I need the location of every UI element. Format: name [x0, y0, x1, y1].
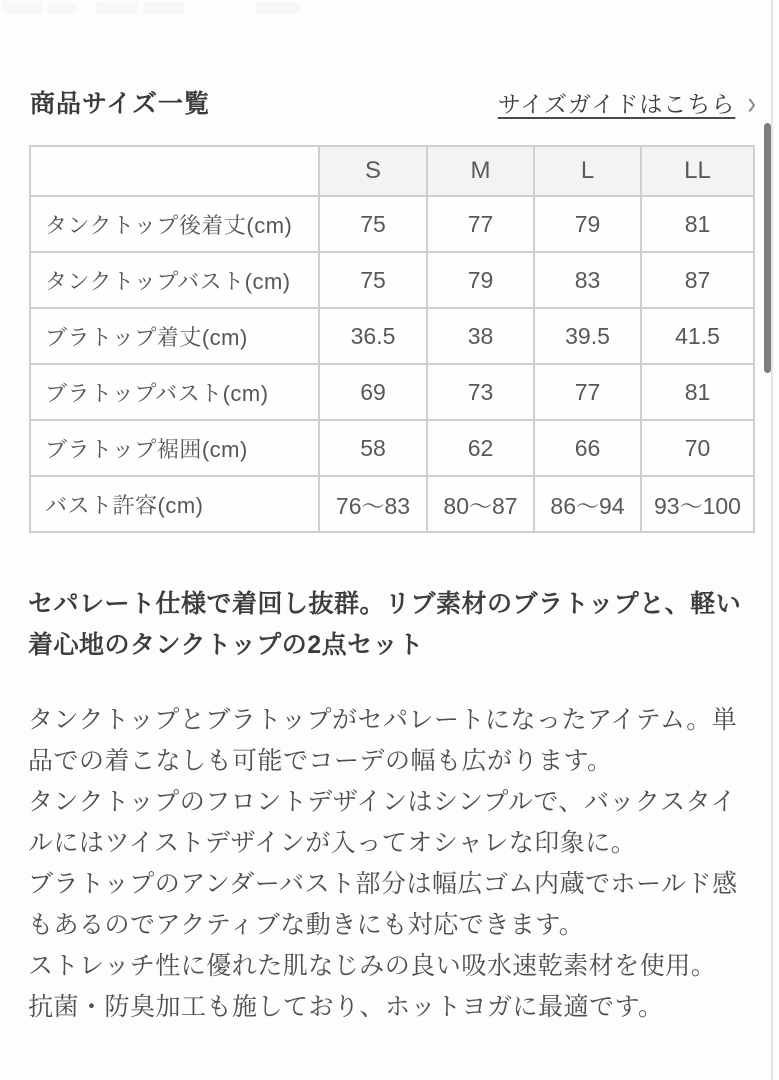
page-title: 商品サイズ一覧: [30, 90, 211, 118]
size-table-body: [30, 196, 754, 532]
top-edge-artifact: [143, 2, 185, 14]
measurement-value: 83: [534, 252, 641, 308]
section-header: [30, 84, 756, 120]
size-table-head: [30, 146, 754, 196]
measurement-value: 39.5: [534, 308, 641, 364]
size-column-header-l: L: [534, 146, 641, 196]
measurement-value: 70: [641, 420, 754, 476]
measurement-value: 86〜94: [534, 476, 641, 532]
measurement-value: 76〜83: [319, 476, 427, 532]
size-table-corner-cell: [30, 146, 319, 196]
table-row: [30, 420, 754, 476]
top-edge-artifact: [255, 2, 300, 14]
table-row: [30, 196, 754, 252]
measurement-value: 77: [427, 196, 534, 252]
measurement-value: 80〜87: [427, 476, 534, 532]
scrollbar-thumb[interactable]: [764, 123, 771, 373]
measurement-value: 75: [319, 252, 427, 308]
measurement-value: 87: [641, 252, 754, 308]
description-paragraph: ブラトップのアンダーバスト部分は幅広ゴム内蔵でホールド感もあるのでアクティブな動きにも対応できます。: [28, 870, 738, 939]
measurement-value: 41.5: [641, 308, 754, 364]
measurement-value: 79: [534, 196, 641, 252]
measurement-value: 73: [427, 364, 534, 420]
description-paragraph: ストレッチ性に優れた肌なじみの良い吸水速乾素材を使用。: [28, 952, 717, 980]
measurement-value: 69: [319, 364, 427, 420]
chevron-right-icon: ›: [747, 83, 756, 121]
measurement-value: 79: [427, 252, 534, 308]
description-paragraph: 抗菌・防臭加工も施しており、ホットヨガに最適です。: [28, 993, 664, 1021]
top-edge-artifact: [96, 1, 138, 14]
measurement-value: 93〜100: [641, 476, 754, 532]
product-description: [28, 700, 756, 1028]
measurement-value: 38: [427, 308, 534, 364]
table-row: [30, 476, 754, 532]
size-table-header-row: [30, 146, 754, 196]
top-edge-artifact: [47, 3, 77, 14]
measurement-label: バスト許容(cm): [30, 476, 319, 532]
size-table: [29, 145, 755, 533]
description-paragraph: タンクトップのフロントデザインはシンプルで、バックスタイルにはツイストデザインが入ってオシャレな印象に。: [28, 788, 737, 857]
measurement-label: タンクトップバスト(cm): [30, 252, 319, 308]
size-guide-link[interactable]: [497, 83, 756, 121]
table-row: [30, 308, 754, 364]
table-row: [30, 364, 754, 420]
measurement-value: 62: [427, 420, 534, 476]
scrollbar-track[interactable]: [771, 0, 773, 1080]
description-paragraph: タンクトップとブラトップがセパレートになったアイテム。単品での着こなしも可能でコーデの幅も広がります。: [28, 706, 738, 775]
top-edge-artifact: [3, 1, 43, 14]
size-column-header-m: M: [427, 146, 534, 196]
measurement-value: 81: [641, 196, 754, 252]
measurement-label: ブラトップ着丈(cm): [30, 308, 319, 364]
size-column-header-ll: LL: [641, 146, 754, 196]
measurement-label: タンクトップ後着丈(cm): [30, 196, 319, 252]
product-headline: セパレート仕様で着回し抜群。リブ素材のブラトップと、軽い着心地のタンクトップの2点セット: [28, 590, 742, 659]
measurement-label: ブラトップバスト(cm): [30, 364, 319, 420]
measurement-value: 77: [534, 364, 641, 420]
measurement-value: 66: [534, 420, 641, 476]
size-guide-link-label: サイズガイドはこちら: [497, 90, 736, 117]
measurement-value: 81: [641, 364, 754, 420]
measurement-value: 75: [319, 196, 427, 252]
table-row: [30, 252, 754, 308]
measurement-value: 36.5: [319, 308, 427, 364]
size-column-header-s: S: [319, 146, 427, 196]
measurement-value: 58: [319, 420, 427, 476]
measurement-label: ブラトップ裾囲(cm): [30, 420, 319, 476]
